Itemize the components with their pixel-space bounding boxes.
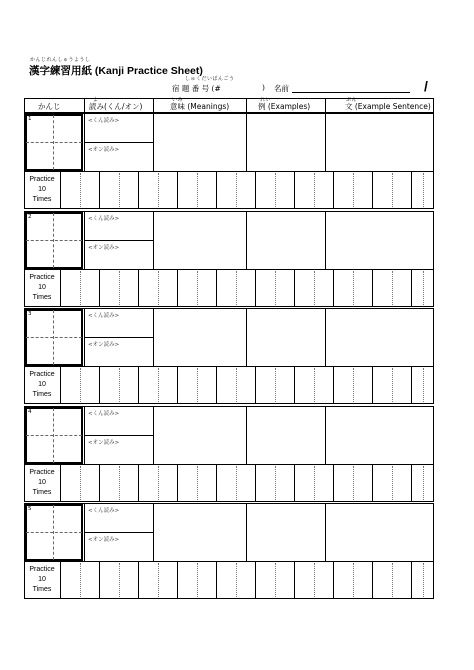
on-reading-label: <オン読み> — [88, 147, 120, 153]
practice-cell[interactable] — [61, 172, 99, 208]
practice-cell[interactable] — [295, 367, 333, 403]
kanji-number: 2 — [28, 214, 32, 220]
practice-cell[interactable] — [334, 172, 372, 208]
example-field[interactable] — [247, 309, 324, 365]
practice-label-line1: Practice — [29, 566, 55, 573]
practice-label — [24, 273, 60, 303]
on-reading-label: <オン読み> — [88, 440, 120, 446]
practice-cell[interactable] — [139, 465, 177, 501]
practice-cell[interactable] — [178, 172, 216, 208]
meaning-field[interactable] — [154, 212, 245, 268]
kun-reading-label: <くん読み> — [88, 411, 120, 417]
kanji-number: 5 — [28, 506, 32, 512]
practice-cell[interactable] — [61, 465, 99, 501]
on-reading-field[interactable] — [85, 542, 152, 560]
column-meanings: 意味 (Meanings) — [170, 102, 230, 111]
sentence-field[interactable] — [326, 407, 433, 463]
practice-cell[interactable] — [139, 172, 177, 208]
practice-cell[interactable] — [373, 562, 411, 598]
practice-cell[interactable] — [256, 172, 294, 208]
meaning-field[interactable] — [154, 504, 245, 560]
practice-cell[interactable] — [295, 270, 333, 306]
practice-cell[interactable] — [178, 367, 216, 403]
practice-cell[interactable] — [412, 172, 434, 208]
homework-number-label: 宿 題 番 号 (# — [172, 84, 221, 93]
practice-cell[interactable] — [100, 367, 138, 403]
practice-cell[interactable] — [412, 367, 434, 403]
practice-cell[interactable] — [100, 270, 138, 306]
practice-label-line1: Practice — [29, 469, 55, 476]
kun-reading-label: <くん読み> — [88, 508, 120, 514]
column-kanji: かんじ — [38, 102, 61, 111]
on-reading-field[interactable] — [85, 250, 152, 268]
practice-cell[interactable] — [139, 270, 177, 306]
practice-cell[interactable] — [373, 465, 411, 501]
on-reading-field[interactable] — [85, 347, 152, 365]
column-examples: 例 (Examples) — [258, 102, 311, 111]
practice-cell[interactable] — [412, 562, 434, 598]
practice-label-line3: Times — [32, 586, 52, 593]
homework-ruby: しゅくだいばんごう — [185, 76, 235, 82]
homework-number-close: ) — [262, 83, 265, 92]
practice-cell[interactable] — [217, 367, 255, 403]
practice-cell[interactable] — [139, 562, 177, 598]
practice-cell[interactable] — [373, 172, 411, 208]
example-field[interactable] — [247, 212, 324, 268]
practice-cell[interactable] — [139, 367, 177, 403]
column-sentence-ruby: ぶん — [346, 97, 358, 103]
practice-cell[interactable] — [412, 465, 434, 501]
meaning-field[interactable] — [154, 114, 245, 170]
practice-label-line2: 10 — [38, 479, 46, 486]
on-reading-label: <オン読み> — [88, 537, 120, 543]
practice-cell[interactable] — [295, 562, 333, 598]
practice-cell[interactable] — [178, 562, 216, 598]
homework-number-field[interactable] — [236, 83, 260, 93]
practice-label-line3: Times — [32, 294, 52, 301]
on-reading-label: <オン読み> — [88, 245, 120, 251]
practice-label — [24, 175, 60, 205]
practice-cell[interactable] — [256, 367, 294, 403]
practice-label — [24, 468, 60, 498]
practice-cell[interactable] — [334, 562, 372, 598]
practice-cell[interactable] — [178, 270, 216, 306]
practice-label — [24, 370, 60, 400]
practice-cell[interactable] — [256, 562, 294, 598]
kanji-number: 4 — [28, 409, 32, 415]
kanji-number: 1 — [28, 116, 32, 122]
kun-reading-label: <くん読み> — [88, 118, 120, 124]
practice-cell[interactable] — [61, 562, 99, 598]
column-sentence: 文 (Example Sentence) — [345, 102, 431, 111]
kun-reading-field[interactable] — [85, 513, 152, 531]
kun-reading-field[interactable] — [85, 221, 152, 239]
practice-cell[interactable] — [412, 270, 434, 306]
practice-cell[interactable] — [373, 367, 411, 403]
practice-label-line1: Practice — [29, 371, 55, 378]
practice-cell[interactable] — [217, 172, 255, 208]
name-label: 名前 — [274, 84, 289, 93]
practice-cell[interactable] — [217, 562, 255, 598]
title-ruby: かんじれんしゅうようし — [30, 57, 91, 63]
example-field[interactable] — [247, 407, 324, 463]
practice-cell[interactable] — [334, 367, 372, 403]
practice-cell[interactable] — [295, 172, 333, 208]
practice-label — [24, 565, 60, 595]
example-field[interactable] — [247, 504, 324, 560]
kun-reading-field[interactable] — [85, 416, 152, 434]
meaning-field[interactable] — [154, 407, 245, 463]
practice-cell[interactable] — [256, 270, 294, 306]
kun-reading-label: <くん読み> — [88, 216, 120, 222]
sentence-field[interactable] — [326, 212, 433, 268]
example-field[interactable] — [247, 114, 324, 170]
practice-label-line3: Times — [32, 391, 52, 398]
page-title: 漢字練習用紙 (Kanji Practice Sheet) — [29, 65, 203, 77]
practice-label-line2: 10 — [38, 576, 46, 583]
column-examples-ruby: れい — [260, 97, 272, 103]
practice-label-line2: 10 — [38, 186, 46, 193]
kun-reading-field[interactable] — [85, 123, 152, 141]
practice-cell[interactable] — [256, 465, 294, 501]
kun-reading-field[interactable] — [85, 318, 152, 336]
practice-cell[interactable] — [334, 465, 372, 501]
on-reading-field[interactable] — [85, 152, 152, 170]
sentence-field[interactable] — [326, 504, 433, 560]
practice-cell[interactable] — [100, 465, 138, 501]
practice-cell[interactable] — [295, 465, 333, 501]
on-reading-label: <オン読み> — [88, 342, 120, 348]
practice-cell[interactable] — [61, 367, 99, 403]
kun-reading-label: <くん読み> — [88, 313, 120, 319]
practice-label-line1: Practice — [29, 176, 55, 183]
sentence-field[interactable] — [326, 114, 433, 170]
column-readings-ruby: よ — [93, 97, 99, 103]
name-field[interactable] — [292, 82, 410, 93]
practice-label-line2: 10 — [38, 284, 46, 291]
practice-cell[interactable] — [217, 270, 255, 306]
date-slash: / — [424, 78, 428, 94]
kanji-number: 3 — [28, 311, 32, 317]
practice-cell[interactable] — [334, 270, 372, 306]
column-meanings-ruby: いみ — [172, 97, 184, 103]
meaning-field[interactable] — [154, 309, 245, 365]
practice-cell[interactable] — [61, 270, 99, 306]
practice-cell[interactable] — [217, 465, 255, 501]
practice-cell[interactable] — [373, 270, 411, 306]
sentence-field[interactable] — [326, 309, 433, 365]
practice-cell[interactable] — [178, 465, 216, 501]
practice-label-line2: 10 — [38, 381, 46, 388]
practice-label-line1: Practice — [29, 274, 55, 281]
on-reading-field[interactable] — [85, 445, 152, 463]
practice-label-line3: Times — [32, 489, 52, 496]
column-readings: 読み(くん/オン) — [89, 102, 143, 111]
practice-cell[interactable] — [100, 562, 138, 598]
practice-cell[interactable] — [100, 172, 138, 208]
practice-label-line3: Times — [32, 196, 52, 203]
